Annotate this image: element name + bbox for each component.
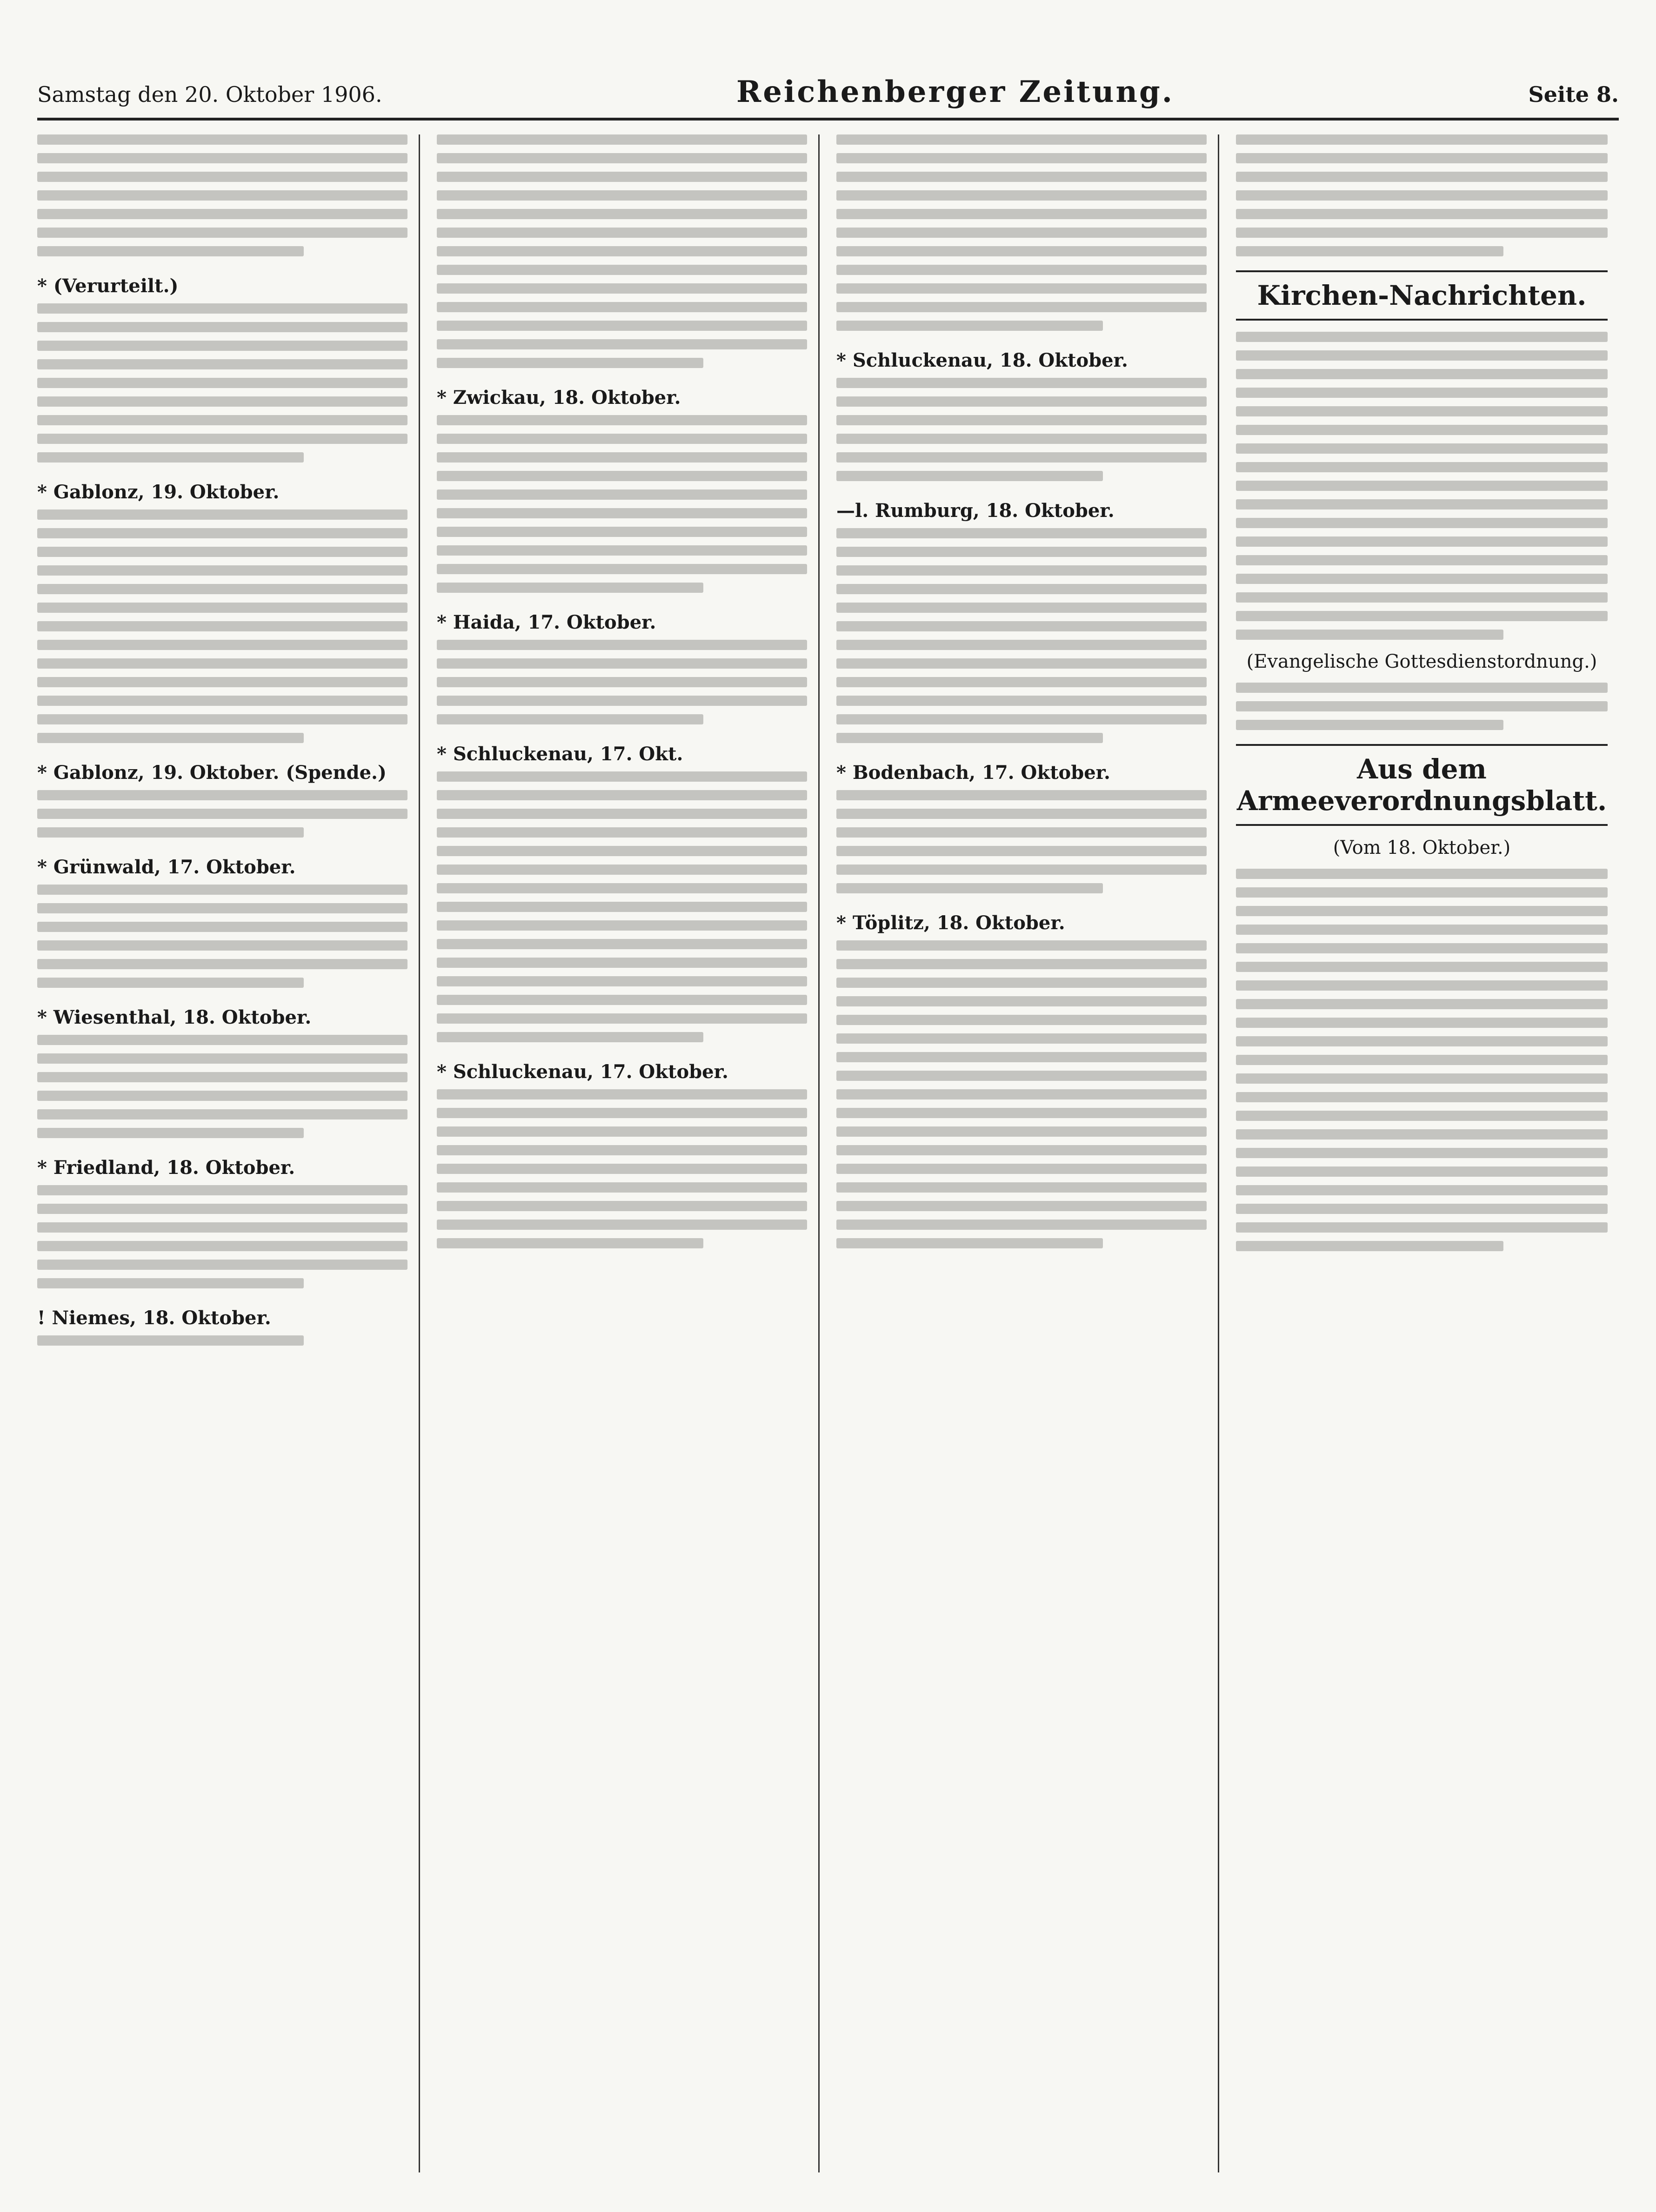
column-3: [836, 134, 1219, 2172]
article-dateline: * Schluckenau, 17. Okt.: [437, 743, 683, 765]
page-number: Seite 8.: [1528, 82, 1619, 107]
article-body: [37, 303, 407, 463]
masthead: [37, 74, 1619, 121]
article: [37, 481, 407, 743]
newspaper-title: Reichenberger Zeitung.: [736, 74, 1175, 109]
article-body: [437, 415, 807, 593]
article-dateline: ! Niemes, 18. Oktober.: [37, 1307, 271, 1329]
article-body: [37, 790, 407, 838]
article-body: [836, 940, 1207, 1248]
article-dateline: * Gablonz, 19. Oktober. (Spende.): [37, 762, 387, 784]
article-dateline: * Zwickau, 18. Oktober.: [437, 387, 681, 409]
article-body: [437, 771, 807, 1042]
article: [836, 349, 1207, 481]
army-orders-list: [1236, 869, 1608, 1251]
evangelical-services-list: [1236, 683, 1608, 730]
article-dateline: * Schluckenau, 18. Oktober.: [836, 349, 1128, 371]
article-body: [37, 509, 407, 743]
article-dateline: * Haida, 17. Oktober.: [437, 611, 656, 633]
article-dateline: * Schluckenau, 17. Oktober.: [437, 1061, 728, 1083]
article-dateline: * Friedland, 18. Oktober.: [37, 1157, 295, 1179]
church-services-list: [1236, 332, 1608, 640]
article: [437, 1061, 807, 1248]
article-body: [437, 640, 807, 724]
section-subtitle-evangelical: (Evangelische Gottesdienstordnung.): [1246, 651, 1597, 672]
article: [836, 500, 1207, 743]
column-4-body: [1236, 134, 1608, 256]
article-dateline: * Gablonz, 19. Oktober.: [37, 481, 280, 503]
article: [437, 743, 807, 1042]
article-dateline: —l. Rumburg, 18. Oktober.: [836, 500, 1115, 522]
article-dateline: * Grünwald, 17. Oktober.: [37, 856, 296, 878]
article: [437, 611, 807, 724]
column-2-body: [437, 134, 807, 368]
article: [37, 1006, 407, 1138]
article-body: [37, 1335, 407, 1346]
column-3-body: [836, 134, 1207, 331]
article: [37, 856, 407, 988]
article: [437, 387, 807, 593]
article: [37, 275, 407, 463]
article-body: [37, 1035, 407, 1138]
article-body: [836, 790, 1207, 893]
article-body: [836, 528, 1207, 743]
article-dateline: * Wiesenthal, 18. Oktober.: [37, 1006, 312, 1028]
column-4: [1236, 134, 1619, 2172]
column-1: [37, 134, 420, 2172]
article: [836, 912, 1207, 1248]
issue-date: Samstag den 20. Oktober 1906.: [37, 82, 382, 107]
column-1-body: [37, 134, 407, 256]
article-dateline: * Töplitz, 18. Oktober.: [836, 912, 1065, 934]
article-dateline: * Bodenbach, 17. Oktober.: [836, 762, 1110, 784]
article: [836, 762, 1207, 893]
section-title-army-orders: Aus dem Armeeverordnungsblatt.: [1236, 744, 1608, 826]
text-columns: [37, 134, 1619, 2172]
article: [37, 1307, 407, 1346]
article-body: [437, 1089, 807, 1248]
article: [37, 762, 407, 838]
article-body: [37, 885, 407, 988]
article-body: [836, 378, 1207, 481]
article-dateline: * (Verurteilt.): [37, 275, 179, 297]
article-body: [37, 1185, 407, 1288]
section-title-church-news: Kirchen-Nachrichten.: [1236, 270, 1608, 321]
section-subtitle-date: (Vom 18. Oktober.): [1333, 837, 1511, 858]
column-2: [437, 134, 820, 2172]
article: [37, 1157, 407, 1288]
